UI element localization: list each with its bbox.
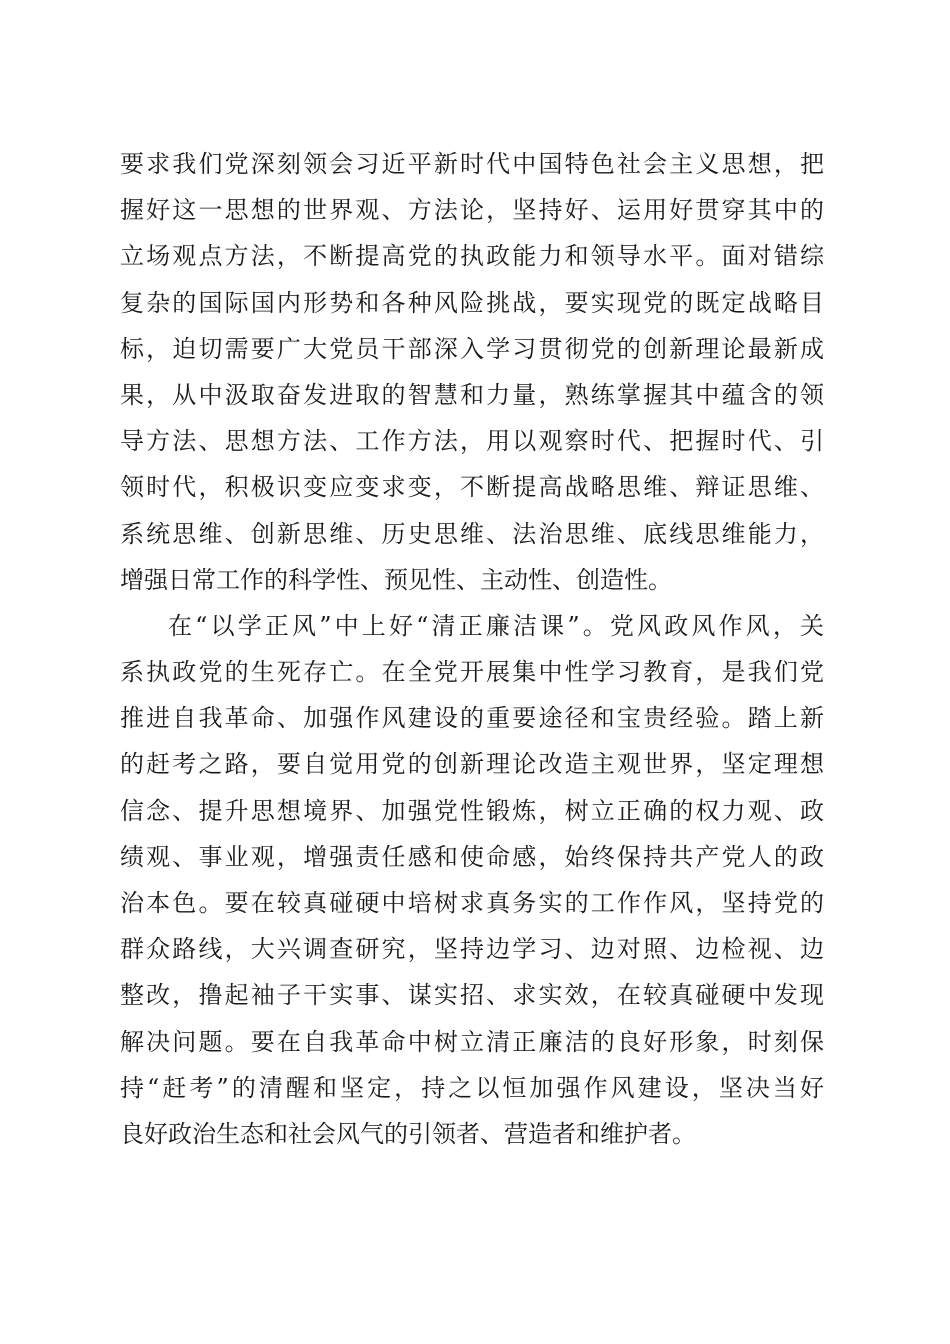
paragraph-line: 增强日常工作的科学性、预见性、主动性、创造性。 bbox=[120, 565, 672, 594]
paragraph-line: 整改，撸起袖子干实事、谋实招、求实效，在较真碰硬中发现 bbox=[120, 981, 824, 1010]
body-text bbox=[120, 141, 824, 1157]
paragraph-2 bbox=[120, 603, 824, 1157]
paragraph-line: 系执政党的生死存亡。在全党开展集中性学习教育，是我们党 bbox=[120, 658, 824, 687]
paragraph-line: 立场观点方法，不断提高党的执政能力和领导水平。面对错综 bbox=[120, 242, 824, 271]
paragraph-1 bbox=[120, 141, 824, 603]
paragraph-line: 系统思维、创新思维、历史思维、法治思维、底线思维能力， bbox=[120, 519, 824, 548]
paragraph-line: 解决问题。要在自我革命中树立清正廉洁的良好形象，时刻保 bbox=[120, 1027, 824, 1056]
paragraph-line: 推进自我革命、加强作风建设的重要途径和宝贵经验。踏上新 bbox=[120, 704, 824, 733]
paragraph-line: 在“以学正风”中上好“清正廉洁课”。党风政风作风，关 bbox=[168, 611, 824, 640]
paragraph-line: 治本色。要在较真碰硬中培树求真务实的工作作风，坚持党的 bbox=[120, 889, 824, 917]
paragraph-line: 标，迫切需要广大党员干部深入学习贯彻党的创新理论最新成 bbox=[120, 334, 824, 363]
paragraph-line: 持“赶考”的清醒和坚定，持之以恒加强作风建设，坚决当好 bbox=[120, 1073, 824, 1102]
paragraph-line: 握好这一思想的世界观、方法论，坚持好、运用好贯穿其中的 bbox=[120, 196, 824, 225]
paragraph-line: 要求我们党深刻领会习近平新时代中国特色社会主义思想，把 bbox=[120, 150, 824, 178]
paragraph-line: 导方法、思想方法、工作方法，用以观察时代、把握时代、引 bbox=[120, 427, 824, 456]
paragraph-line: 群众路线，大兴调查研究，坚持边学习、边对照、边检视、边 bbox=[120, 935, 824, 964]
paragraph-line: 复杂的国际国内形势和各种风险挑战，要实现党的既定战略目 bbox=[120, 288, 824, 317]
paragraph-line: 领时代，积极识变应变求变，不断提高战略思维、辩证思维、 bbox=[120, 473, 824, 502]
paragraph-line: 绩观、事业观，增强责任感和使命感，始终保持共产党人的政 bbox=[120, 842, 824, 871]
paragraph-line: 信念、提升思想境界、加强党性锻炼，树立正确的权力观、政 bbox=[120, 796, 824, 825]
paragraph-line: 果，从中汲取奋发进取的智慧和力量，熟练掌握其中蕴含的领 bbox=[120, 380, 824, 409]
paragraph-line: 良好政治生态和社会风气的引领者、营造者和维护者。 bbox=[120, 1119, 696, 1148]
paragraph-line: 的赶考之路，要自觉用党的创新理论改造主观世界，坚定理想 bbox=[120, 750, 824, 779]
